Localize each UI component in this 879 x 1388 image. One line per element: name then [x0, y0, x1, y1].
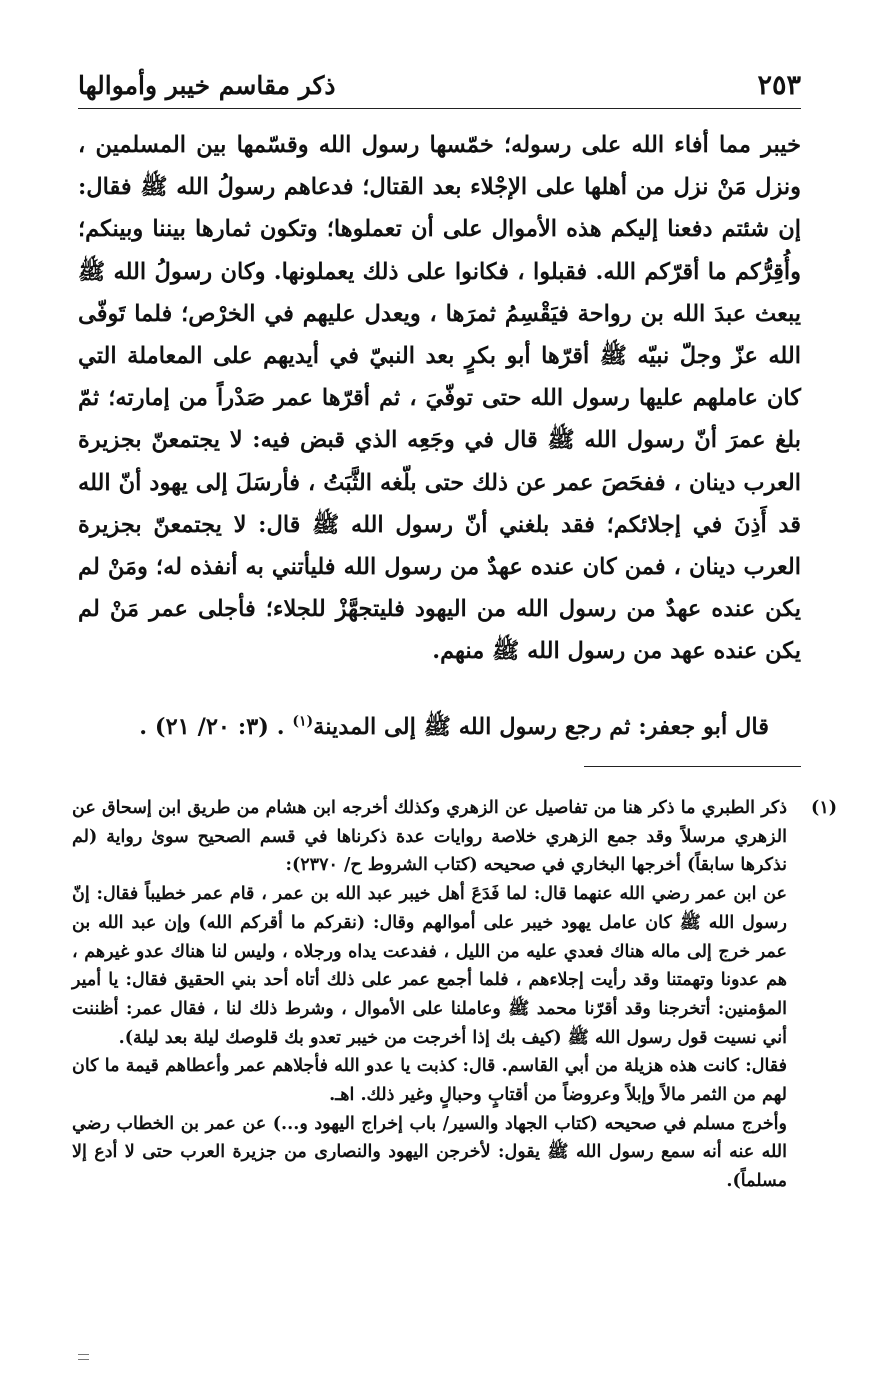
- footnote-divider: [584, 766, 801, 767]
- footnotes: [72, 794, 839, 1196]
- page-number: ٢٥٣: [757, 69, 801, 101]
- footnote-reference: (١): [292, 713, 314, 730]
- scan-mark: [78, 1354, 89, 1360]
- footnote-paragraph: فقال: كانت هذه هزيلة من أبي القاسم. قال: كذبت يا عدو الله فأجلاهم عمر وأعطاهم قيمة ما كان لهم من الثمر مالاً وإبلاً وعروضاً من أقتابٍ وحبالٍ وغير ذلك. اهـ.: [72, 1056, 787, 1106]
- closing-line: [78, 706, 769, 748]
- main-text: خيبر مما أفاء الله على رسوله؛ خمّسها رسول الله وقسّمها بين المسلمين ، ونزل مَنْ نزل من أهلها على الإجْلاء بعد القتال؛ فدعاهم رسولُ الله ﷺ فقال: إن شئتم دفعنا إليكم هذه الأموال على أن تعملوها؛ وتكون ثمارها بيننا وبينكم؛ وأُقِرُّكم ما أقرّكم الله. فقبلوا ، فكانوا على ذلك يعملونها. وكان رسولُ الله ﷺ يبعث عبدَ الله بن رواحة فيَقْسِمُ ثمرَها ، ويعدل عليهم في الخرْص؛ فلما تَوفّى الله عزّ وجلّ نبيّه ﷺ أقرّها أبو بكرٍ بعد النبيّ في أيديهم على المعاملة التي كان عاملهم عليها رسول الله حتى توفّيَ ، ثم أقرّها عمر صَدْراً من إمارته؛ ثمّ بلغ عمرَ أنّ رسول الله ﷺ قال في وجَعِه الذي قبض فيه: لا يجتمعنّ بجزيرة العرب دينان ، ففحَصَ عمر عن ذلك حتى بلّغه الثَّبَتُ ، فأرسَلَ إلى يهود أنّ الله قد أَذِنَ في إجلائكم؛ فقد بلغني أنّ رسول الله ﷺ قال: لا يجتمعنّ بجزيرة العرب دينان ، فمن كان عنده عهدٌ من رسول الله فليأتني به أنفذه له؛ ومَنْ لم يكن عنده عهدٌ من رسول الله من اليهود فليتجهَّزْ للجلاء؛ فأجلى عمر مَنْ لم يكن عنده عهد من رسول الله ﷺ منهم.: [78, 132, 801, 665]
- footnote-paragraph: وأخرج مسلم في صحيحه (كتاب الجهاد والسير/ باب إخراج اليهود و...) عن عمر بن الخطاب رضي الله عنه أنه سمع رسول الله ﷺ يقول: لأخرجن اليهود والنصارى من جزيرة العرب حتى لا أدع إلا مسلماً).: [72, 1113, 787, 1192]
- page-header: [78, 62, 801, 109]
- closing-citation: . (٣: ٢٠/ ٢١) .: [139, 714, 285, 740]
- footnote-paragraph: ذكر الطبري ما ذكر هنا من تفاصيل عن الزهري وكذلك أخرجه ابن هشام من طريق ابن إسحاق عن الزهري مرسلاً وقد جمع الزهري خلاصة روايات عدة ذكرناها في قسم الصحيح سوىٰ رواية (لم نذكرها سابقاً) أخرجها البخاري في صحيحه (كتاب الشروط ح/ ٢٣٧٠):: [72, 798, 787, 876]
- footnote-body: [72, 794, 787, 1196]
- closing-text: قال أبو جعفر: ثم رجع رسول الله ﷺ إلى المدينة: [313, 714, 769, 740]
- footnote-item: [72, 794, 839, 1196]
- footnote-number: (١): [811, 798, 837, 818]
- running-title: ذكر مقاسم خيبر وأموالها: [78, 70, 336, 100]
- footnote-paragraph: عن ابن عمر رضي الله عنهما قال: لما فَدَعَ أهل خيبر عبد الله بن عمر ، قام عمر خطيباً فقال: إنّ رسول الله ﷺ كان عامل يهود خيبر على أموالهم وقال: (نقركم ما أقركم الله) وإن عبد الله بن عمر خرج إلى ماله هناك فعدي عليه من الليل ، ففدعت يداه ورجلاه ، وليس لنا هناك عدو غيرهم ، هم عدونا وتهمتنا وقد رأيت إجلاءهم ، فلما أجمع عمر على ذلك أتاه أحد بني الحقيق فقال: يا أمير المؤمنين: أتخرجنا وقد أقرّنا محمد ﷺ وعاملنا على الأموال ، وشرط ذلك لنا ، فقال عمر: أظننت أني نسيت قول رسول الله ﷺ (كيف بك إذا أخرجت من خيبر تعدو بك قلوصك ليلة بعد ليلة).: [72, 884, 787, 1048]
